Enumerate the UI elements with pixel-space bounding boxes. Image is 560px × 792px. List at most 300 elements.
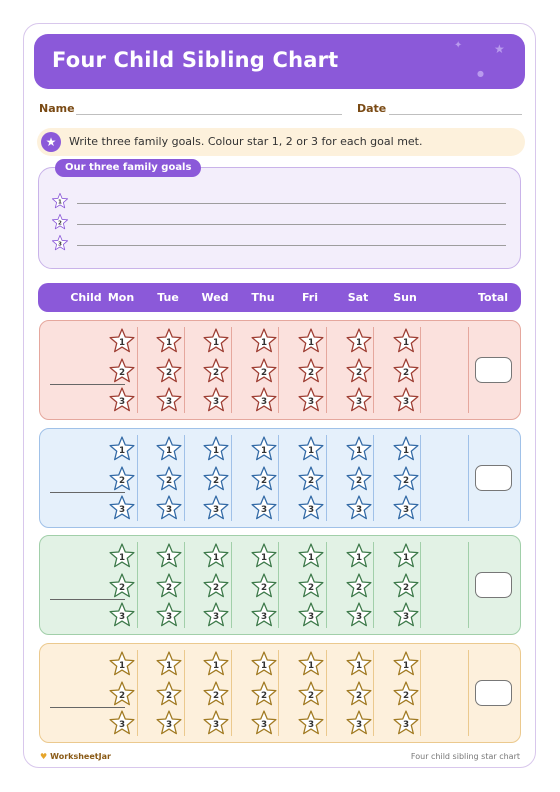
star-icon[interactable] [345,386,373,414]
goal-star[interactable] [392,494,420,522]
star-icon[interactable] [392,465,420,493]
star-icon[interactable] [297,465,325,493]
star-icon[interactable] [250,680,278,708]
star-icon[interactable] [392,386,420,414]
goal-input-line[interactable] [77,203,506,204]
sparkle-icon: ✦ [454,40,463,51]
star-icon[interactable] [108,435,136,463]
column-divider [184,542,185,628]
goal-star[interactable] [155,327,183,355]
star-icon[interactable] [108,572,136,600]
star-number: 3 [260,397,268,408]
star-icon[interactable] [250,709,278,737]
star-icon[interactable] [202,357,230,385]
star-icon[interactable] [202,542,230,570]
star-icon[interactable] [202,494,230,522]
goal-star[interactable] [297,709,325,737]
star-icon[interactable] [345,357,373,385]
star-number: 2 [307,583,315,594]
star-number: 2 [307,691,315,702]
star-number: 3 [355,612,363,623]
star-number: 2 [260,583,268,594]
star-icon[interactable] [250,327,278,355]
goal-star[interactable] [108,494,136,522]
goal-star[interactable] [392,601,420,629]
name-label: Name [39,102,75,115]
family-goals-box [38,162,521,269]
goal-star[interactable] [202,572,230,600]
star-number: 3 [118,612,126,623]
star-icon[interactable] [297,680,325,708]
star-number: 1 [212,338,220,349]
goal-star[interactable] [108,435,136,463]
star-number: 3 [355,397,363,408]
star-icon[interactable] [108,465,136,493]
star-number: 1 [212,661,220,672]
star-icon[interactable] [155,680,183,708]
goal-input-line[interactable] [77,245,506,246]
star-icon[interactable] [202,465,230,493]
star-icon[interactable] [392,601,420,629]
column-divider [420,650,421,736]
goal-star[interactable] [108,357,136,385]
star-number: 1 [355,446,363,457]
column-divider [420,542,421,628]
star-number: 3 [355,505,363,516]
star-icon[interactable] [155,386,183,414]
star-number: 2 [118,691,126,702]
star-number: 2 [165,368,173,379]
star-number: 1 [402,446,410,457]
goal-star[interactable] [108,709,136,737]
star-number: 1 [260,446,268,457]
star-number: 3 [212,720,220,731]
star-icon[interactable] [297,386,325,414]
star-number: 1 [165,338,173,349]
goal-star[interactable] [392,357,420,385]
goal-star[interactable] [108,650,136,678]
star-icon[interactable] [392,709,420,737]
total-box[interactable] [475,357,512,383]
star-icon[interactable] [108,357,136,385]
day-column-header: Sat [347,291,369,304]
goal-star[interactable] [250,709,278,737]
goal-star[interactable] [345,494,373,522]
star-icon[interactable] [345,650,373,678]
star-icon[interactable] [250,650,278,678]
goal-row [51,213,506,231]
title-banner [34,34,525,89]
star-icon[interactable] [392,542,420,570]
star-icon[interactable] [155,650,183,678]
star-number: 3 [165,612,173,623]
goal-star[interactable] [392,650,420,678]
goal-star[interactable] [155,465,183,493]
star-number: 2 [355,583,363,594]
column-divider [420,327,421,413]
star-icon[interactable] [202,650,230,678]
star-icon[interactable] [297,357,325,385]
star-icon[interactable] [155,709,183,737]
star-icon[interactable] [51,213,69,231]
goal-star-icon [51,234,69,252]
star-icon[interactable] [392,357,420,385]
goal-star[interactable] [297,327,325,355]
day-column-header: Wed [201,291,229,304]
brand-name: WorksheetJar [50,752,111,761]
instruction-bar [37,128,525,156]
star-number: 2 [212,368,220,379]
star-number: 3 [402,505,410,516]
day-column-header: Thu [251,291,275,304]
goal-star[interactable] [392,542,420,570]
star-icon[interactable] [155,494,183,522]
star-icon[interactable] [392,572,420,600]
goal-star[interactable] [108,601,136,629]
star-number: 1 [260,661,268,672]
star-icon[interactable] [297,572,325,600]
star-icon[interactable] [250,386,278,414]
star-icon[interactable] [392,435,420,463]
goal-star[interactable] [392,435,420,463]
goal-row [51,192,506,210]
star-number: 3 [212,505,220,516]
goal-star[interactable] [345,357,373,385]
goal-star[interactable] [155,494,183,522]
star-number: 1 [118,446,126,457]
goal-star[interactable] [155,709,183,737]
star-icon[interactable] [108,542,136,570]
star-number: 3 [165,720,173,731]
goal-star[interactable] [392,680,420,708]
goal-star[interactable] [297,435,325,463]
goal-star[interactable] [202,650,230,678]
star-number: 3 [402,720,410,731]
child-card [39,428,521,528]
star-number: 2 [355,476,363,487]
star-icon[interactable] [108,327,136,355]
goal-star[interactable] [155,542,183,570]
star-icon[interactable] [392,327,420,355]
instruction-text: Write three family goals. Colour star 1, 2 or 3 for each goal met. [69,135,423,148]
goal-star[interactable] [202,465,230,493]
star-icon[interactable] [155,601,183,629]
star-number: 2 [402,691,410,702]
total-box[interactable] [475,465,512,491]
goal-star[interactable] [345,386,373,414]
star-number: 2 [212,583,220,594]
star-icon[interactable] [392,680,420,708]
star-icon[interactable] [250,601,278,629]
column-divider [468,327,469,413]
goal-star[interactable] [202,542,230,570]
star-number: 2 [260,368,268,379]
goal-star[interactable] [155,601,183,629]
goal-star[interactable] [297,650,325,678]
column-divider [184,327,185,413]
star-number: 3 [118,505,126,516]
goal-star[interactable] [345,542,373,570]
name-field[interactable] [76,114,342,115]
star-number: 1 [402,661,410,672]
goal-star[interactable] [297,465,325,493]
column-divider [278,542,279,628]
star-icon[interactable] [250,357,278,385]
goal-star[interactable] [155,572,183,600]
star-icon[interactable] [202,572,230,600]
goal-star[interactable] [297,357,325,385]
goal-star[interactable] [202,357,230,385]
star-icon[interactable] [250,494,278,522]
star-number: 3 [165,397,173,408]
star-icon[interactable] [155,465,183,493]
star-icon: ★ [41,132,61,152]
star-number: 1 [118,661,126,672]
star-number: 2 [118,583,126,594]
day-column-header: Sun [393,291,417,304]
column-divider [184,650,185,736]
star-number: 1 [402,553,410,564]
star-icon[interactable] [297,650,325,678]
column-divider [326,542,327,628]
column-divider [231,650,232,736]
goal-star[interactable] [202,680,230,708]
page-title: Four Child Sibling Chart [52,48,339,72]
star-icon[interactable] [155,327,183,355]
dot-icon: ● [477,69,484,78]
star-number: 2 [402,476,410,487]
star-icon[interactable] [345,601,373,629]
star-number: 3 [402,397,410,408]
goal-star[interactable] [202,386,230,414]
column-divider [278,327,279,413]
star-number: 3 [307,720,315,731]
goal-star[interactable] [202,327,230,355]
star-number: 2 [165,476,173,487]
column-divider [231,542,232,628]
goal-star[interactable] [250,386,278,414]
star-icon[interactable] [155,542,183,570]
star-icon[interactable] [345,327,373,355]
goal-star[interactable] [155,650,183,678]
column-divider [137,435,138,521]
goal-star-icon [51,213,69,231]
star-icon[interactable] [297,601,325,629]
goal-star[interactable] [297,494,325,522]
goal-star[interactable] [392,465,420,493]
star-number: 1 [355,553,363,564]
star-icon[interactable] [345,494,373,522]
column-divider [373,650,374,736]
star-icon[interactable] [297,542,325,570]
column-divider [468,542,469,628]
star-icon[interactable] [297,327,325,355]
date-field[interactable] [389,114,522,115]
star-icon[interactable] [345,680,373,708]
goal-star[interactable] [108,327,136,355]
star-icon[interactable] [345,572,373,600]
star-icon[interactable] [345,542,373,570]
goal-star[interactable] [108,680,136,708]
star-icon[interactable] [155,435,183,463]
goal-star[interactable] [345,650,373,678]
goal-star[interactable] [202,601,230,629]
star-number: 1 [118,338,126,349]
star-number: 1 [355,338,363,349]
goal-star[interactable] [250,494,278,522]
star-number: 2 [402,583,410,594]
goal-star[interactable] [250,680,278,708]
total-box[interactable] [475,572,512,598]
star-number: 3 [260,612,268,623]
goal-star[interactable] [202,435,230,463]
goal-star[interactable] [345,709,373,737]
goal-star[interactable] [108,542,136,570]
goal-star[interactable] [108,572,136,600]
star-icon[interactable] [108,494,136,522]
total-column-header: Total [477,291,509,304]
star-number: 2 [118,368,126,379]
star-number: 2 [165,583,173,594]
footer-brand [40,752,111,761]
star-number: 3 [260,720,268,731]
goal-star[interactable] [392,327,420,355]
goal-star[interactable] [297,680,325,708]
goal-star[interactable] [155,680,183,708]
goal-star[interactable] [345,572,373,600]
star-icon[interactable] [108,709,136,737]
star-icon[interactable] [297,494,325,522]
goal-row [51,234,506,252]
star-number: 3 [307,505,315,516]
star-icon[interactable] [155,572,183,600]
star-icon[interactable] [250,465,278,493]
column-divider [231,435,232,521]
star-number: 3 [402,612,410,623]
column-divider [373,542,374,628]
goal-star[interactable] [202,709,230,737]
goal-star[interactable] [392,709,420,737]
column-divider [137,650,138,736]
goal-star[interactable] [108,386,136,414]
star-number: 2 [58,220,62,227]
star-icon[interactable] [51,192,69,210]
star-icon[interactable] [297,435,325,463]
goal-star[interactable] [250,435,278,463]
day-column-header: Tue [157,291,179,304]
table-header [38,283,521,312]
star-number: 3 [307,397,315,408]
star-number: 3 [118,720,126,731]
star-icon[interactable] [345,435,373,463]
goal-star[interactable] [297,542,325,570]
star-icon[interactable] [392,494,420,522]
day-column-header: Fri [301,291,318,304]
star-number: 1 [355,661,363,672]
child-column-header: Child [70,291,102,304]
star-number: 1 [165,661,173,672]
star-icon[interactable] [202,601,230,629]
star-number: 1 [58,199,62,206]
star-number: 1 [118,553,126,564]
star-icon[interactable] [202,435,230,463]
star-number: 2 [118,476,126,487]
star-icon[interactable] [250,435,278,463]
star-icon[interactable] [202,680,230,708]
star-number: 3 [118,397,126,408]
goal-star[interactable] [345,680,373,708]
goal-star[interactable] [250,357,278,385]
star-icon[interactable] [202,327,230,355]
star-icon[interactable] [108,386,136,414]
star-icon[interactable] [202,709,230,737]
column-divider [137,327,138,413]
goal-star[interactable] [250,601,278,629]
star-number: 2 [260,691,268,702]
goal-star[interactable] [108,465,136,493]
star-number: 1 [402,338,410,349]
star-icon[interactable] [345,465,373,493]
star-icon[interactable] [392,650,420,678]
star-number: 1 [212,446,220,457]
star-number: 2 [307,476,315,487]
goal-star[interactable] [250,327,278,355]
goal-star[interactable] [155,357,183,385]
column-divider [137,542,138,628]
star-number: 1 [165,553,173,564]
star-number: 2 [307,368,315,379]
column-divider [326,650,327,736]
goal-star[interactable] [345,601,373,629]
star-number: 1 [212,553,220,564]
goal-star[interactable] [392,386,420,414]
goal-star[interactable] [250,572,278,600]
goal-star[interactable] [155,435,183,463]
goal-star[interactable] [345,435,373,463]
star-icon[interactable] [202,386,230,414]
goal-star[interactable] [345,465,373,493]
goal-input-line[interactable] [77,224,506,225]
goal-star[interactable] [392,572,420,600]
goal-star[interactable] [250,465,278,493]
star-icon[interactable] [297,709,325,737]
goal-star[interactable] [297,386,325,414]
goal-star[interactable] [202,494,230,522]
star-icon[interactable] [108,601,136,629]
goal-star[interactable] [250,650,278,678]
goal-star[interactable] [250,542,278,570]
star-number: 1 [307,553,315,564]
star-number: 1 [307,446,315,457]
total-box[interactable] [475,680,512,706]
star-number: 3 [260,505,268,516]
goal-star[interactable] [345,327,373,355]
star-icon[interactable] [108,650,136,678]
goal-star[interactable] [297,572,325,600]
star-icon[interactable] [108,680,136,708]
star-icon[interactable] [155,357,183,385]
goal-star[interactable] [155,386,183,414]
star-icon[interactable] [250,572,278,600]
column-divider [373,435,374,521]
star-icon[interactable] [345,709,373,737]
star-icon[interactable] [51,234,69,252]
star-icon[interactable] [250,542,278,570]
star-number: 3 [58,241,62,248]
star-number: 1 [307,338,315,349]
star-number: 2 [260,476,268,487]
goal-star[interactable] [297,601,325,629]
